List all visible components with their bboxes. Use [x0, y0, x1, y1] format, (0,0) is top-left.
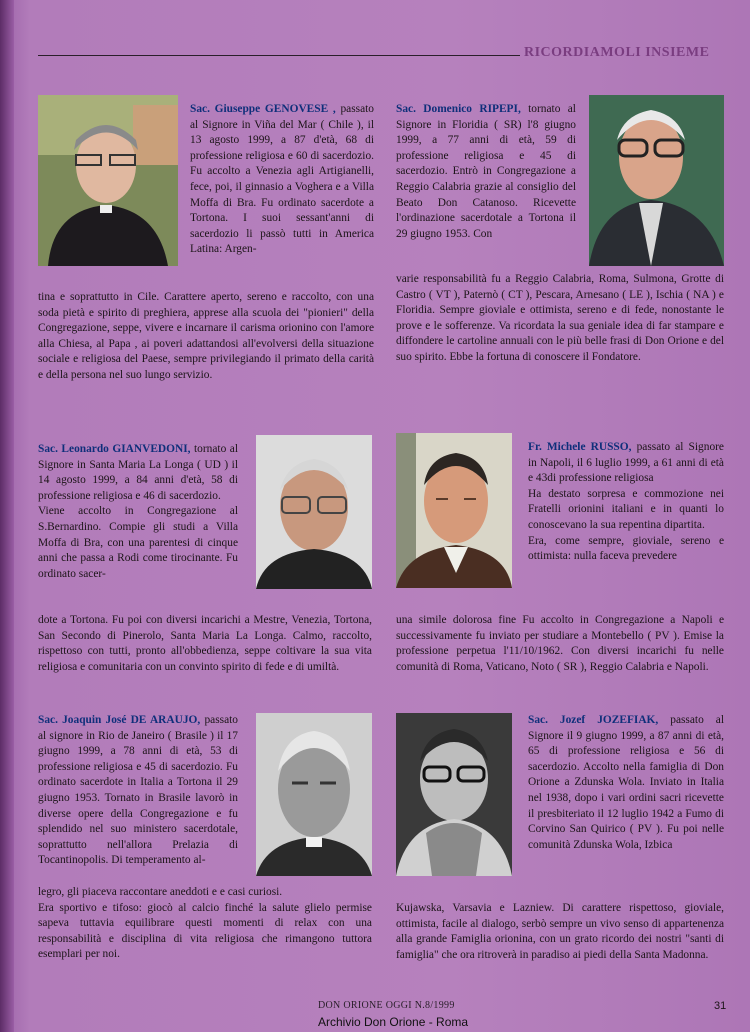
- entry-jozefiak-text: [528, 713, 724, 853]
- entry-jozefiak-body: passato al Signore il 9 giugno 1999, a 87 anni di età, 65 di professione religiosa e 56 di sacerdozio. Accolto nella famiglia di Don Orione a Zdunska Wola. Inviato in Italia nel 1938, dopo i vari ordini sacri ricevette il presbiteriato il 12 luglio 1942 a Fumo di Corvino San Quirico ( PV ). Fu poi nelle comunità Zdunska Wola, Izbica: [528, 714, 724, 851]
- magazine-footer: DON ORIONE OGGI N.8/1999: [318, 1000, 455, 1011]
- entry-araujo-body: passato al signore in Rio de Janeiro ( Brasile ) il 17 giugno 1999, a 78 anni di età, 53 di professione religiosa e 45 di sacerdozio. Fu ordinato sacerdote in Italia a Tortona il 29 giugno 1953. Tornato in Brasile lavorò in diverse opere della Congregazione e fu splendido nel suo ministero sacerdotale, soprattutto nell'allora Prelazia di Tocantinopolis. Di temperamento al-: [38, 714, 238, 867]
- entry-genovese-body: passato al Signore in Viña del Mar ( Chile ), il 13 agosto 1999, a 87 d'età, 68 di professione religiosa e 60 di sacerdozio. Fu accolto a Venezia agli Artigianelli, fece, poi, il ginnasio a Voghera e a Villa Moffa di Bra. Fu ordinato sacerdote a Tortona. I suoi sessant'anni di sacerdozio li passò tutti in America Latina: Argen-: [190, 103, 374, 256]
- name-jozefiak: Sac. Jozef JOZEFIAK,: [528, 714, 659, 726]
- entry-russo-body-3: Era, come sempre, gioviale, sereno e ottimista: nulla faceva prevedere: [528, 534, 724, 563]
- entry-ripepi-continued: varie responsabilità fu a Reggio Calabria, Roma, Sulmona, Grotte di Castro ( VT ), Paternò ( CT ), Pescara, Arnesano ( LE ), Ischia ( NA ) e Floridia. Sempre gioviale e ottimista, sereno e di fede, nonostante le prove e le sofferenze. Va ricordata la sua geniale idea di far stampare e diffondere le cartoline annuali con le più belle frasi di Don Orione e del suo spirito. Ebbe la fortuna di conoscere il Fondatore.: [396, 273, 724, 363]
- entry-araujo-continued: [38, 885, 372, 963]
- entry-araujo-body-2: legro, gli piaceva raccontare aneddoti e e casi curiosi.: [38, 886, 283, 898]
- portrait-araujo: [256, 713, 372, 876]
- page-number: 31: [714, 1000, 727, 1012]
- entry-russo-continued: una simile dolorosa fine Fu accolto in Congregazione a Napoli e successivamente fu inviato per studiare a Montebello ( PV ). Emise la professione perpetua l'11/10/1962. Con diversi incarichi fu nelle comunità di Roma, Vaticano, Noto ( SR ), Reggio Calabria e Napoli.: [396, 614, 724, 673]
- portrait-gianvedoni: [256, 435, 372, 589]
- entry-ripepi-body: tornato al Signore in Floridia ( SR) l'8 giugno 1999, a 77 anni di età, 59 di professione religiosa e 45 di sacerdozio. Entrò in Congregazione a Reggio Calabria grazie al consiglio del Beato Don Catanoso. Ricevette l'ordinazione sacerdotale a Tortona il 29 giugno 1953. Con: [396, 103, 576, 240]
- entry-araujo-body-3: Era sportivo e tifoso: giocò al calcio finché la salute glielo permise sapeva tuttavia equilibrare questi momenti di relax con una responsabilità e disciplina di vita religiosa che rimangono tuttora esemplari per noi.: [38, 901, 372, 961]
- archive-caption: Archivio Don Orione - Roma: [318, 1015, 469, 1029]
- portrait-ripepi: [589, 95, 724, 266]
- entry-gianvedoni-continued: dote a Tortona. Fu poi con diversi incarichi a Mestre, Venezia, Tortona, San Secondo di Pinerolo, Santa Maria La Longa. Calmo, raccolto, rispettoso con tutti, pronto all'obbedienza, seppe coltivare la sua vita religiosa e comunitaria con un convinto spirito di fede e di umiltà.: [38, 614, 372, 673]
- entry-genovese-continued: tina e soprattutto in Cile. Carattere aperto, sereno e raccolto, con una soda pietà e spirito di preghiera, apprese alla scuola dei "pionieri" della Congregazione, seppe, vivere e incarnare il carisma orionino con l'amore alla Chiesa, al Papa , ai poveri adattandosi all'evolversi della situazione sociale e religiosa del Paese, sempre privilegiando il primato della carità e della persona nel suo lungo servizio.: [38, 291, 374, 381]
- entry-russo-body: passato al Signore in Napoli, il 6 luglio 1999, a 61 anni di età e 43di professione religiosa: [528, 441, 724, 485]
- header-rule: [38, 55, 520, 56]
- entry-gianvedoni-body: tornato al Signore in Santa Maria La Longa ( UD ) il 14 agosto 1999, a 84 anni d'età, 58 di professione religiosa e 46 di sacerdozio.: [38, 443, 238, 502]
- page-spine: [0, 0, 14, 1032]
- section-title: RICORDIAMOLI INSIEME: [524, 45, 710, 60]
- entry-jozefiak-continued: Kujawska, Varsavia e Lazniew. Di carattere rispettoso, gioviale, ottimista, facile al dialogo, serbò sempre un vivo senso di appartenenza alla grande Famiglia orionina, con un grato ricordo dei nostri "santi di famiglia" che ora ritroverà in paradiso ai piedi della Santa Madonna.: [396, 902, 724, 961]
- name-genovese: Sac. Giuseppe GENOVESE ,: [190, 103, 336, 115]
- entry-araujo-text: [38, 713, 238, 869]
- name-gianvedoni: Sac. Leonardo GIANVEDONI,: [38, 443, 191, 455]
- name-ripepi: Sac. Domenico RIPEPI,: [396, 103, 521, 115]
- portrait-jozefiak: [396, 713, 512, 876]
- entry-genovese-text: [190, 102, 374, 258]
- entry-russo-body-2: Ha destato sorpresa e commozione nei Fratelli orionini italiani e in quanti lo conoscevano la sua repentina dipartita.: [528, 487, 724, 531]
- name-araujo: Sac. Joaquin José DE ARAUJO,: [38, 714, 201, 726]
- name-russo: Fr. Michele RUSSO,: [528, 441, 632, 453]
- entry-gianvedoni-body-2: Viene accolto in Congregazione al S.Bernardino. Compie gli studi a Villa Moffa di Bra, con una parentesi di cinque anni che passa a Rodi come tirocinante. Fu ordinato sacer-: [38, 505, 238, 580]
- portrait-genovese: [38, 95, 178, 266]
- entry-russo-text: [528, 440, 724, 565]
- entry-gianvedoni-text: [38, 442, 238, 582]
- entry-ripepi-text: [396, 102, 576, 242]
- portrait-russo: [396, 433, 512, 588]
